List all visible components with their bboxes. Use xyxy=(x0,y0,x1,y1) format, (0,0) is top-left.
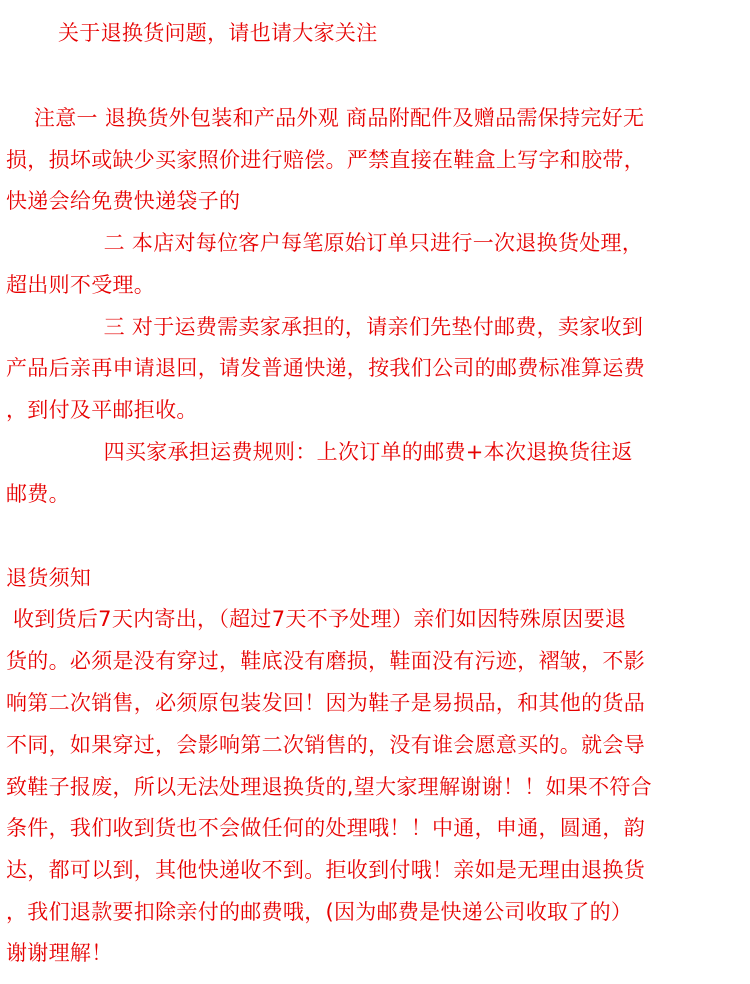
returns-line: 致鞋子报废，所以无法处理退换货的,望大家理解谢谢！！如果不符合 xyxy=(6,775,652,799)
returns-line: 条件，我们收到货也不会做任何的处理哦！！中通，申通，圆通，韵 xyxy=(6,816,645,840)
returns-line: 货的。必须是没有穿过，鞋底没有磨损，鞋面没有污迹，褶皱，不影 xyxy=(6,649,645,673)
notice-item4-line1: 四买家承担运费规则：上次订单的邮费+本次退换货往返 xyxy=(6,440,633,464)
notice-item1-line1: 注意一 退换货外包装和产品外观 商品附配件及赠品需保持完好无 xyxy=(6,106,645,130)
notice-item4-line2: 邮费。 xyxy=(6,482,70,506)
returns-line: 达，都可以到，其他快递收不到。拒收到付哦！亲如是无理由退换货 xyxy=(6,858,645,882)
returns-line: 谢谢理解！ xyxy=(6,941,113,965)
returns-line: 收到货后7天内寄出，（超过7天不予处理）亲们如因特殊原因要退 xyxy=(6,607,627,631)
returns-line: 不同，如果穿过，会影响第二次销售的，没有谁会愿意买的。就会导 xyxy=(6,733,645,757)
notice-item1-line3: 快递会给免费快递袋子的 xyxy=(6,189,241,213)
returns-line: 响第二次销售，必须原包装发回！因为鞋子是易损品，和其他的货品 xyxy=(6,691,645,715)
notice-item2-line2: 超出则不受理。 xyxy=(6,273,156,297)
notice-item3-line3: ，到付及平邮拒收。 xyxy=(6,398,198,422)
returns-heading: 退货须知 xyxy=(6,566,92,590)
notice-item2-line1: 二 本店对每位客户每笔原始订单只进行一次退换货处理， xyxy=(6,231,644,255)
returns-line: ，我们退款要扣除亲付的邮费哦，(因为邮费是快递公司收取了的） xyxy=(6,900,633,924)
notice-title: 关于退换货问题，请也请大家关注 xyxy=(58,21,378,45)
notice-item3-line1: 三 对于运费需卖家承担的，请亲们先垫付邮费，卖家收到 xyxy=(6,315,644,339)
notice-item3-line2: 产品后亲再申请退回，请发普通快递，按我们公司的邮费标准算运费 xyxy=(6,356,645,380)
notice-item1-line2: 损，损坏或缺少买家照价进行赔偿。严禁直接在鞋盒上写字和胶带， xyxy=(6,148,645,172)
